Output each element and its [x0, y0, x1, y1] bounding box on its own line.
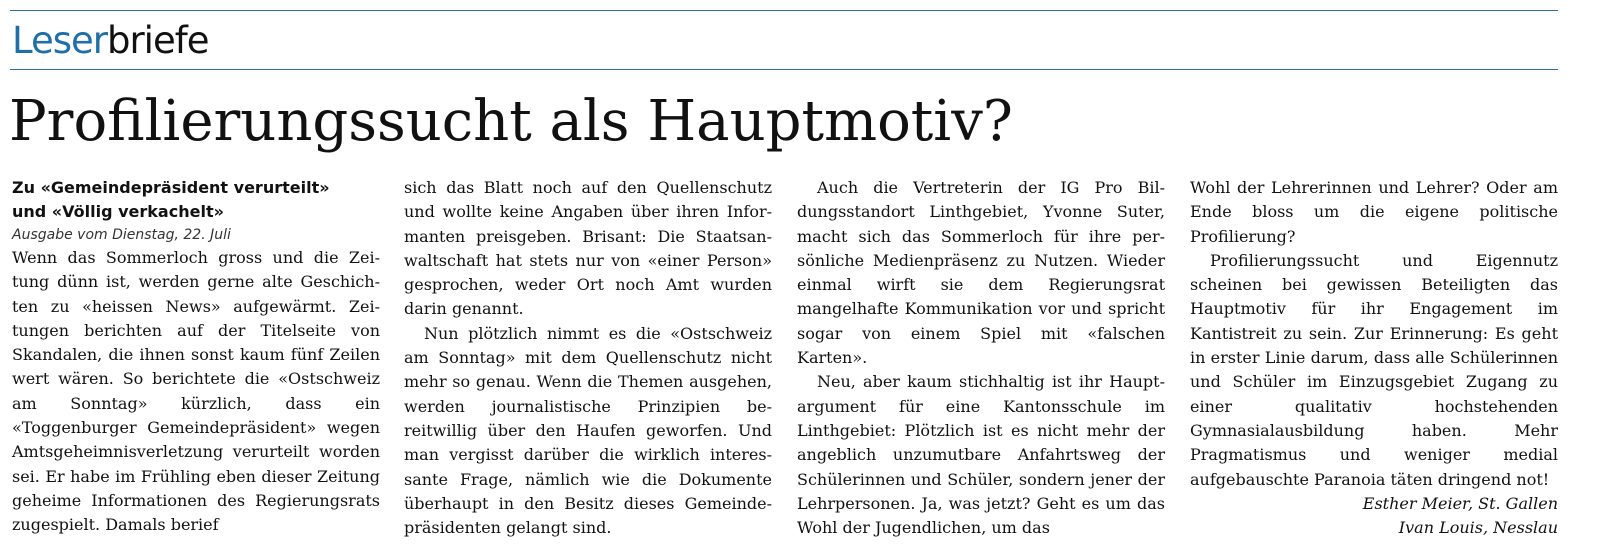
reference-line-1: Zu «Gemeindepräsident verurteilt» — [12, 178, 330, 197]
column-4 — [1190, 176, 1558, 546]
paragraph-4-part-2: Wohl der Lehrerinnen und Lehrer? Oder am Ende bloss um die eigene politische Profilierung? — [1190, 178, 1558, 246]
section-rule — [10, 69, 1558, 70]
paragraph-3: Auch die Vertreterin der IG Pro Bildungsstandort Linthgebiet, Yvonne Suter, macht sich das Sommerloch für ihre persönliche Medienpräsenz zu Nutzen. Wieder einmal wirft sie dem Regierungsrat mangelhafte Kommunikation vor und spricht sogar von einem Spiel mit «falschen Karten». — [797, 178, 1165, 368]
column-3 — [797, 176, 1165, 546]
paragraph-1-part-2: sich das Blatt noch auf den Quellenschutz und wollte keine Angaben über ihren Informanten preisgeben. Brisant: Die Staatsanwaltschaft hat stets nur von «einer Person» gesprochen, weder Ort noch Amt wurden darin genannt. — [404, 178, 772, 319]
letter-reference — [12, 176, 380, 224]
edition-date: Ausgabe vom Dienstag, 22. Juli — [12, 227, 231, 243]
paragraph-4-part-1: Neu, aber kaum stichhaltig ist ihr Hauptargument für eine Kantonsschule im Linthgebiet: Plötzlich ist es nicht mehr der angeblich unzumutbare Anfahrtsweg der Schülerinnen und Schüler, sondern jener der Lehrpersonen. Ja, was jetzt? Geht es um das Wohl der Jugendlichen, um das — [797, 372, 1165, 538]
column-1 — [12, 176, 380, 546]
signature-2: Ivan Louis, Nesslau — [1398, 518, 1558, 538]
paragraph-5: Profilierungssucht und Eigennutz scheinen bei gewissen Beteiligten das Hauptmotiv für ihr Engagement im Kantistreit zu sein. Zur Erinnerung: Es geht in erster Linie darum, dass alle Schülerinnen und Schüler im Einzugsgebiet Zugang zu einer qualitativ hochstehenden Gymnasialausbildung haben. Mehr Pragmatismus und weniger medial aufgebauschte Paranoia täten dringend not! — [1190, 250, 1558, 489]
top-rule — [10, 10, 1558, 11]
headline: Profilierungssucht als Hauptmotiv? — [9, 89, 1013, 154]
signature-1: Esther Meier, St. Gallen — [1362, 493, 1558, 513]
section-label: Leserbriefe — [12, 19, 209, 62]
paragraph-2: Nun plötzlich nimmt es die «Ostschweiz am Sonntag» mit dem Quellenschutz nicht mehr so genau. Wenn die Themen ausgehen, werden journalistische Prinzipien bereitwillig über den Haufen geworfen. Und man vergisst darüber die wirklich interessante Frage, nämlich wie die Dokumente überhaupt in den Besitz dieses Gemeindepräsidenten gelangt sind. — [404, 323, 772, 538]
reference-line-2: und «Völlig verkachelt» — [12, 202, 224, 221]
paragraph-1-part-1: Wenn das Sommerloch gross und die Zeitung dünn ist, werden gerne alte Geschichten zu «heissen News» aufgewärmt. Zeitungen berichten auf der Titelseite von Skandalen, die ihnen sonst kaum fünf Zeilen wert wären. So berichtete die «Ostschweiz am Sonntag» kürzlich, dass ein «Toggenburger Gemeindepräsident» wegen Amtsgeheimnisverletzung verurteilt worden sei. Er habe im Frühling eben dieser Zeitung geheime Informationen des Regierungsrats zugespielt. Damals berief — [12, 248, 380, 535]
column-2 — [404, 176, 772, 546]
